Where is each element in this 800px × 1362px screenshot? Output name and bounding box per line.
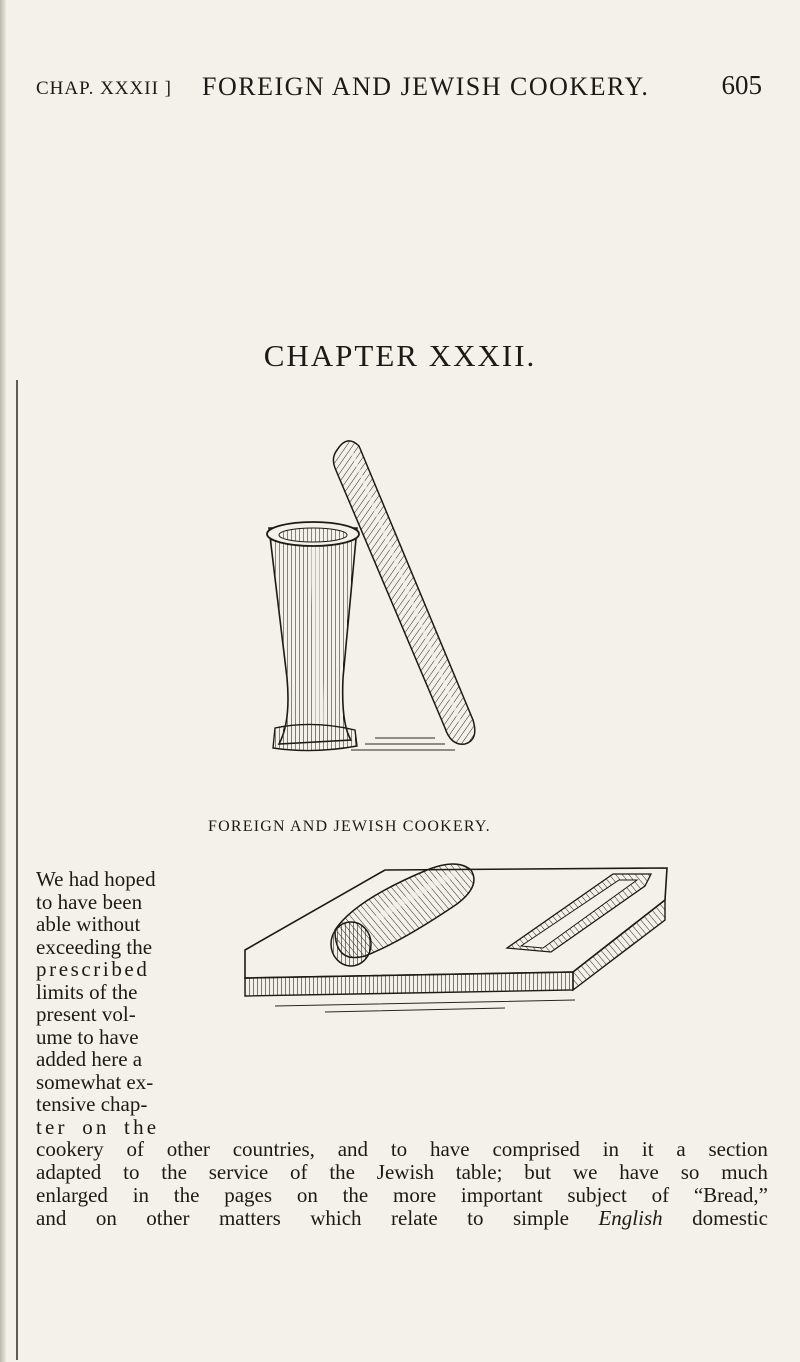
word: relate bbox=[391, 1206, 438, 1230]
word: of bbox=[290, 1160, 308, 1184]
mortar-pestle-illustration bbox=[255, 428, 495, 768]
word: other bbox=[146, 1206, 190, 1230]
word: in bbox=[602, 1137, 620, 1161]
word: adapted bbox=[36, 1160, 102, 1184]
word: but bbox=[524, 1160, 552, 1184]
text-line bbox=[36, 1207, 768, 1230]
word: have bbox=[619, 1160, 659, 1184]
word: the bbox=[329, 1160, 355, 1184]
binding-rule bbox=[16, 380, 18, 1360]
word: the bbox=[161, 1160, 187, 1184]
word: we bbox=[572, 1160, 598, 1184]
word: simple bbox=[512, 1206, 569, 1230]
page-number: 605 bbox=[721, 70, 762, 100]
word: and bbox=[36, 1206, 67, 1230]
word: of bbox=[126, 1137, 144, 1161]
text-line: present vol- bbox=[36, 1002, 136, 1026]
text-line bbox=[36, 1138, 768, 1161]
word: on bbox=[296, 1183, 318, 1207]
word: cookery bbox=[36, 1137, 104, 1161]
wrapped-paragraph-start bbox=[36, 868, 186, 1138]
word: “Bread,” bbox=[693, 1183, 768, 1207]
text-line: exceeding the bbox=[36, 934, 153, 959]
word: in bbox=[132, 1183, 150, 1207]
text-line: somewhat ex- bbox=[36, 1069, 154, 1094]
word: more bbox=[393, 1183, 437, 1207]
word: subject bbox=[567, 1183, 627, 1207]
chapter-reference: CHAP. XXXII ] bbox=[36, 78, 172, 99]
pastry-board-rolling-pin-illustration bbox=[205, 860, 705, 1130]
text-line: We had hoped bbox=[36, 867, 156, 891]
word: domestic bbox=[692, 1206, 768, 1230]
word: and bbox=[337, 1137, 369, 1161]
word: English bbox=[598, 1206, 663, 1230]
word: to bbox=[390, 1137, 408, 1161]
word: on bbox=[95, 1206, 117, 1230]
page-edge bbox=[0, 0, 6, 1362]
text-line bbox=[36, 1184, 768, 1207]
word: it bbox=[641, 1137, 654, 1161]
word: matters bbox=[218, 1206, 281, 1230]
text-line: ter on the bbox=[36, 1114, 160, 1139]
word: to bbox=[123, 1160, 140, 1184]
word: section bbox=[708, 1137, 768, 1161]
word: countries, bbox=[232, 1137, 315, 1161]
word: comprised bbox=[492, 1137, 580, 1161]
text-line: ume to have bbox=[36, 1024, 139, 1049]
word: the bbox=[342, 1183, 369, 1207]
word: the bbox=[173, 1183, 200, 1207]
chapter-title: CHAPTER XXXII. bbox=[263, 338, 537, 373]
word: a bbox=[676, 1137, 686, 1161]
word: pages bbox=[224, 1183, 273, 1207]
running-title: FOREIGN AND JEWISH COOKERY. bbox=[202, 72, 650, 101]
word: service bbox=[208, 1160, 269, 1184]
text-line bbox=[36, 1161, 768, 1184]
word: so bbox=[680, 1160, 700, 1184]
running-header bbox=[36, 70, 762, 110]
text-line: limits of the bbox=[36, 979, 138, 1004]
text-line: added here a bbox=[36, 1047, 143, 1071]
word: which bbox=[310, 1206, 362, 1230]
word: other bbox=[166, 1137, 210, 1161]
word: table; bbox=[455, 1160, 503, 1184]
word: to bbox=[467, 1206, 484, 1230]
word: important bbox=[460, 1183, 543, 1207]
text-line: to have been bbox=[36, 889, 143, 914]
text-line: able without bbox=[36, 912, 141, 936]
word: have bbox=[429, 1137, 470, 1161]
word: of bbox=[651, 1183, 670, 1207]
text-line: prescribed bbox=[36, 957, 150, 981]
word: enlarged bbox=[36, 1183, 108, 1207]
word: Jewish bbox=[376, 1160, 434, 1184]
word: much bbox=[721, 1160, 768, 1184]
illustration-caption: FOREIGN AND JEWISH COOKERY. bbox=[208, 818, 491, 835]
text-line: tensive chap- bbox=[36, 1092, 148, 1116]
